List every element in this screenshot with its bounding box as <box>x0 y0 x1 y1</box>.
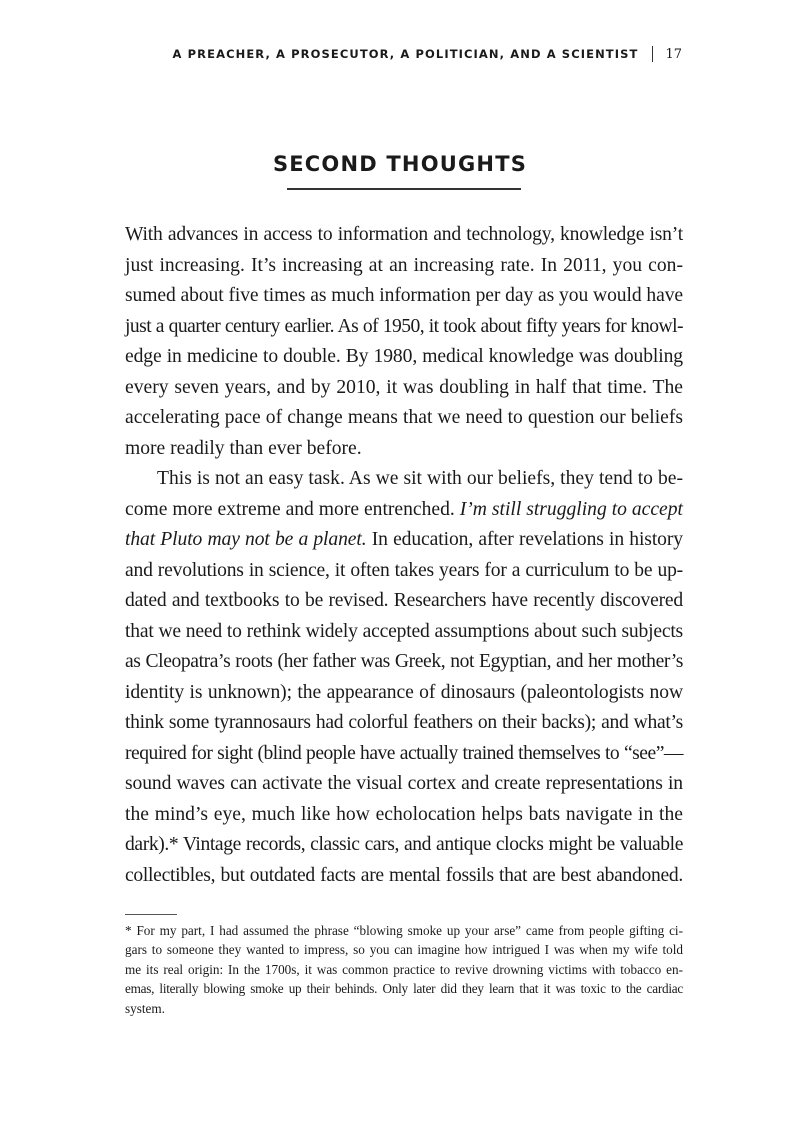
paragraph-2-italic-text: that Pluto may not be a planet. <box>125 529 367 550</box>
footnote <box>125 921 683 1018</box>
footnote-line: emas, literally blowing smoke up their behinds. Only later did they learn that it was toxic to the cardiac <box>125 981 683 997</box>
paragraph-2-line <box>125 495 683 526</box>
section-title: SECOND THOUGHTS <box>272 152 528 176</box>
paragraph-1-line: edge in medicine to double. By 1980, medical knowledge was doubling <box>125 346 683 367</box>
body-text <box>125 220 683 891</box>
page-number: 17 <box>665 46 682 62</box>
paragraph-2-text: In education, after revelations in history <box>366 529 683 550</box>
running-head-separator <box>652 46 653 62</box>
paragraph-2-line: and revolutions in science, it often takes years for a curriculum to be up- <box>125 559 683 581</box>
paragraph-2-line: sound waves can activate the visual cortex and create representations in <box>125 773 683 794</box>
paragraph-2-line: dated and textbooks to be revised. Researchers have recently discovered <box>125 590 683 611</box>
paragraph-2-line: dark).* Vintage records, classic cars, and antique clocks might be valuable <box>125 834 683 855</box>
paragraph-2-line: identity is unknown); the appearance of dinosaurs (paleontologists now <box>125 681 683 703</box>
footnote-line: me its real origin: In the 1700s, it was common practice to revive drowning victims with tobacco en- <box>125 961 683 977</box>
paragraph-2-line: as Cleopatra’s roots (her father was Greek, not Egyptian, and her mother’s <box>125 651 683 672</box>
section-title-rule <box>287 188 521 190</box>
paragraph-2-line: collectibles, but outdated facts are mental fossils that are best abandoned. <box>125 864 683 886</box>
paragraph-1-line: just increasing. It’s increasing at an increasing rate. In 2011, you con- <box>125 254 683 276</box>
running-head <box>173 46 682 62</box>
paragraph-2-line: think some tyrannosaurs had colorful feathers on their backs); and what’s <box>125 712 683 733</box>
paragraph-1-line: accelerating pace of change means that we need to question our beliefs <box>125 407 683 428</box>
paragraph-1-line: With advances in access to information and technology, knowledge isn’t <box>125 224 683 245</box>
paragraph-1-line: just a quarter century earlier. As of 1950, it took about fifty years for knowl- <box>125 315 683 337</box>
paragraph-1-line: sumed about five times as much information per day as you would have <box>125 285 683 306</box>
paragraph-2-line: that we need to rethink widely accepted assumptions about such subjects <box>125 620 683 642</box>
paragraph-2-line <box>125 525 683 556</box>
paragraph-1-line: more readily than ever before. <box>125 437 362 459</box>
footnote-rule <box>125 914 177 915</box>
paragraph-2-line: required for sight (blind people have actually trained themselves to “see”— <box>125 742 683 764</box>
paragraph-2-text: come more extreme and more entrenched. <box>125 498 460 520</box>
footnote-line: * For my part, I had assumed the phrase “blowing smoke up your arse” came from people gifting ci- <box>125 923 683 938</box>
paragraph-1-line: every seven years, and by 2010, it was doubling in half that time. The <box>125 376 683 398</box>
paragraph-2-line: This is not an easy task. As we sit with our beliefs, they tend to be- <box>157 468 683 489</box>
running-head-title: A PREACHER, A PROSECUTOR, A POLITICIAN, AND A SCIENTIST <box>172 47 639 61</box>
paragraph-2-italic-text: I’m still struggling to accept <box>459 498 683 520</box>
footnote-line: system. <box>125 1000 165 1016</box>
footnote-line: gars to someone they wanted to impress, so you can imagine how intrigued I was when my wife told <box>125 942 683 958</box>
paragraph-2-line: the mind’s eye, much like how echolocation helps bats navigate in the <box>125 803 683 825</box>
